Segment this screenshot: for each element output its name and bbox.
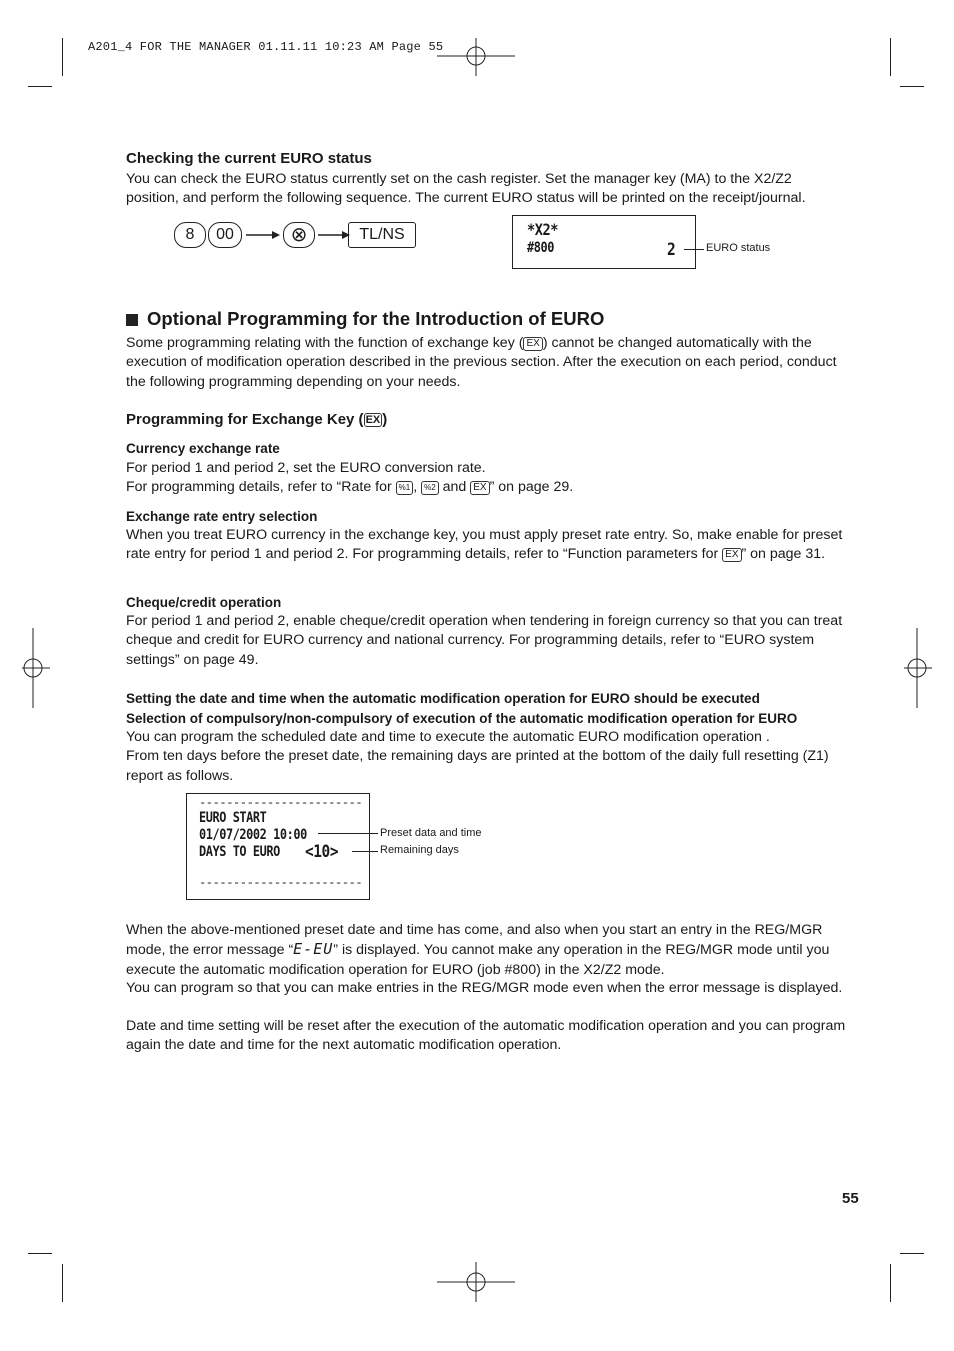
arrow-right-icon (246, 228, 282, 242)
receipt-mode: *X2* (527, 220, 559, 239)
leader-line (318, 833, 378, 834)
entry-selection-heading: Exchange rate entry selection (126, 509, 318, 524)
ex-key-icon: EX (722, 548, 741, 562)
receipt-days-to-euro: DAYS TO EURO (199, 844, 280, 860)
datetime-body: You can program the scheduled date and time to execute the automatic EURO modification operation . From ten days before the preset date, the remaining days are printed at the bottom of the daily full resetting (Z1) report as follows. (126, 729, 829, 784)
ex-key-icon: EX (365, 414, 381, 426)
ex-key-icon: EX (470, 481, 489, 495)
receipt-euro-start: EURO START (199, 810, 267, 826)
euro-status-annotation: EURO status (706, 242, 771, 254)
error-message-display: E-EU (293, 940, 334, 959)
closing-paragraph-3: Date and time setting will be reset after the execution of the automatic modification operation and you can program again the date and time for the next automatic modification operation. (126, 1018, 846, 1054)
percent1-key-icon: %1 (396, 481, 414, 495)
page-number: 55 (842, 1190, 859, 1207)
receipt-preset-datetime: 01/07/2002 10:00 (199, 827, 307, 843)
registration-mark-left (22, 628, 52, 710)
remaining-days-annotation: Remaining days (380, 844, 459, 856)
euro-status-receipt (512, 215, 696, 269)
registration-mark-bottom (437, 1262, 517, 1304)
key-multiply: ⊗ (283, 222, 315, 248)
cheque-credit-heading: Cheque/credit operation (126, 595, 282, 610)
currency-rate-heading: Currency exchange rate (126, 441, 280, 456)
optional-intro: Some programming relating with the function of exchange key ( EX ) cannot be changed automatically with the execution of modification operation described in the previous section. After the execution on each period, conduct the following programming depending on your needs. (126, 335, 837, 390)
euro-status-body: You can check the EURO status currently set on the cash register. Set the manager key (MA) to the X2/Z2 position, and perform the following sequence. The current EURO status will be printed on the receipt/journal. (126, 171, 806, 207)
registration-mark-top (437, 38, 517, 78)
leader-line (684, 249, 704, 250)
preset-date-annotation: Preset data and time (380, 827, 482, 839)
receipt-status-value: 2 (667, 240, 676, 260)
receipt-remaining-days: <10> (305, 842, 339, 862)
key-tl-ns: TL/NS (348, 222, 416, 248)
datetime-heading-1: Setting the date and time when the automatic modification operation for EURO should be executed (126, 691, 760, 706)
datetime-heading-2: Selection of compulsory/non-compulsory of execution of the automatic modification operation for EURO (126, 711, 798, 726)
ex-key-icon: EX (523, 337, 542, 351)
optional-title-text: Optional Programming for the Introduction of EURO (147, 308, 605, 329)
z1-report-receipt (186, 793, 370, 900)
entry-selection-body: When you treat EURO currency in the exchange key, you must apply preset rate entry. So, make enable for preset rate entry for period 1 and period 2. For programming details, refer to “Function parameters for EX ” on page 31. (126, 527, 843, 563)
receipt-dashes-bottom: ------------------------ (199, 876, 363, 890)
euro-status-heading: Checking the current EURO status (126, 150, 372, 167)
cheque-credit-body: For period 1 and period 2, enable cheque/credit operation when tendering in foreign currency so that you can treat cheque and credit for EURO currency and national currency. For programming details, refer to “EURO system settings” on page 49. (126, 613, 843, 668)
key-8: 8 (174, 222, 206, 248)
square-bullet-icon (126, 314, 138, 326)
exchange-key-heading: Programming for Exchange Key ( EX ) (126, 411, 388, 428)
leader-line (352, 851, 378, 852)
page-slug: A201_4 FOR THE MANAGER 01.11.11 10:23 AM Page 55 (88, 40, 444, 54)
closing-paragraph-1: When the above-mentioned preset date and time has come, and also when you start an entry in the REG/MGR mode, the error message “E-EU” is displayed. You cannot make any operation in the REG/MGR mode until you execute the automatic modification operation for EURO (job #800) in the X2/Z2 mode. (126, 922, 830, 978)
percent2-key-icon: %2 (421, 481, 439, 495)
key-00: 00 (208, 222, 242, 248)
closing-paragraph-2: You can program so that you can make entries in the REG/MGR mode even when the error message is displayed. (126, 980, 843, 996)
receipt-job: #800 (527, 240, 554, 256)
optional-programming-title (126, 308, 604, 330)
receipt-dashes-top: ------------------------ (199, 796, 363, 810)
currency-rate-body: For period 1 and period 2, set the EURO conversion rate. For programming details, refer to “Rate for %1 , %2 and EX ” on page 29. (126, 460, 574, 496)
registration-mark-right (902, 628, 932, 710)
